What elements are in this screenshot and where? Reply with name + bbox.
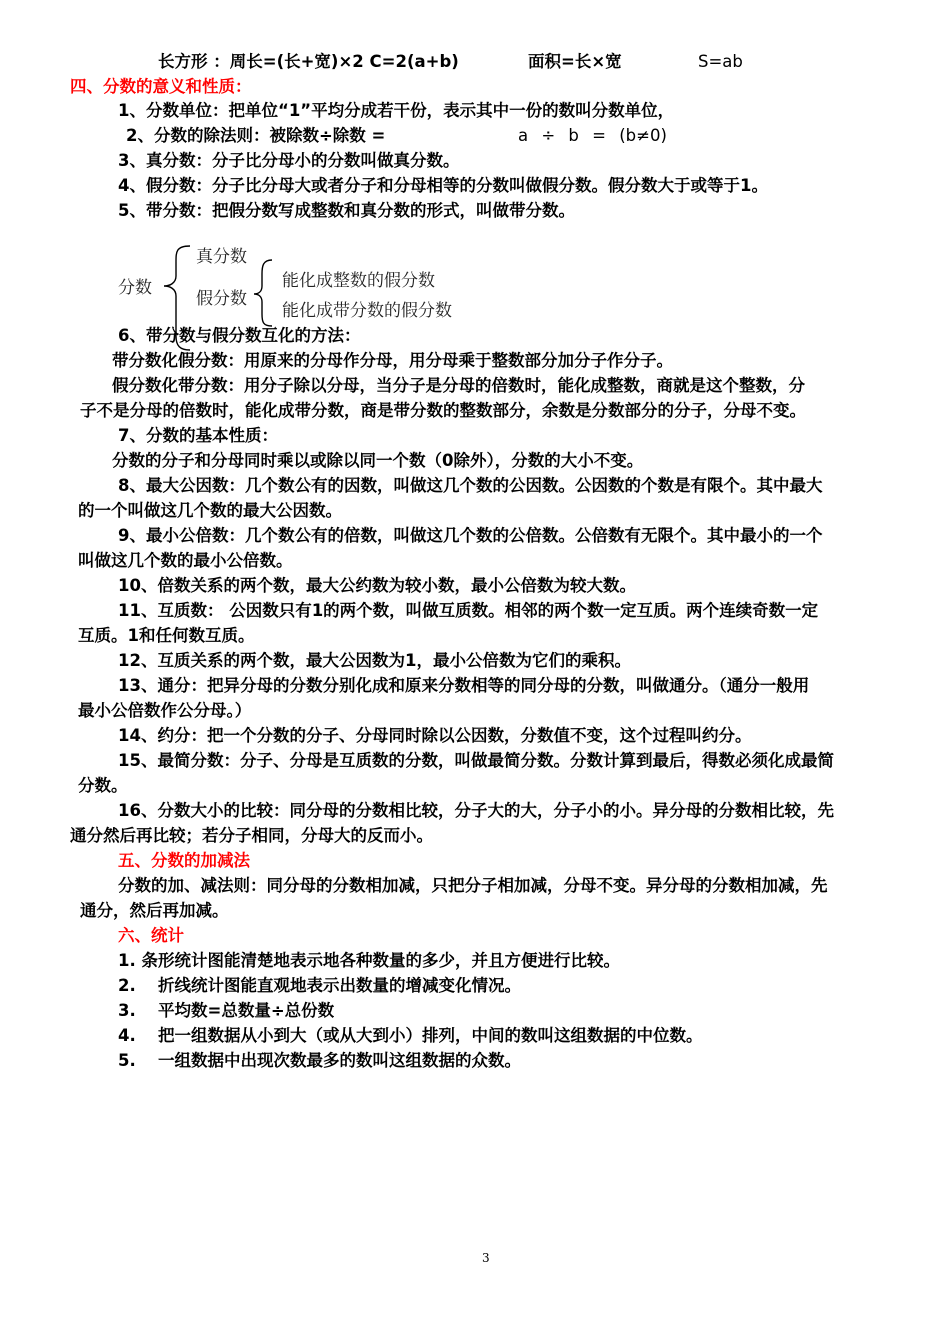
item-3: 3、真分数：分子比分母小的分数叫做真分数。: [118, 151, 460, 170]
item-15-line2: 分数。: [78, 776, 128, 795]
inner-brace: [254, 260, 272, 326]
stat-item-3: [118, 1000, 334, 1022]
stat-item-text: 条形统计图能清楚地表示地各种数量的多少，并且方便进行比较。: [141, 951, 620, 970]
stat-item-num: 1.: [118, 951, 136, 970]
item-6b-line2: 子不是分母的倍数时，能化成带分数，商是带分数的整数部分，余数是分数部分的分子，分母不变。: [80, 401, 806, 420]
item-7a: 分数的分子和分母同时乘以或除以同一个数（0除外），分数的大小不变。: [112, 451, 644, 470]
item-6: 6、带分数与假分数互化的方法：: [118, 326, 361, 345]
rect-area-formula: S=ab: [698, 52, 743, 71]
rect-area: 面积=长×宽: [528, 52, 622, 71]
rect-perimeter: 长方形 ：周长=(长+宽)×2 C=2(a+b): [158, 52, 459, 71]
item-11-line2: 互质。1和任何数互质。: [78, 626, 255, 645]
page-number: 3: [482, 1251, 490, 1265]
item-7: 7、分数的基本性质：: [118, 426, 278, 445]
item-9-line2: 叫做这几个数的最小公倍数。: [78, 551, 293, 570]
stat-item-5: [118, 1050, 521, 1072]
stat-item-num: 3.: [118, 1001, 136, 1020]
item-8-line2: 的一个叫做这几个数的最大公因数。: [78, 501, 342, 520]
section5-text-line1: 分数的加、减法则：同分母的分数相加减，只把分子相加减，分母不变。异分母的分数相加减，先: [118, 876, 828, 895]
stat-item-text: 平均数=总数量÷总份数: [158, 1001, 335, 1020]
item-10: 10、倍数关系的两个数，最大公约数为较小数，最小公倍数为较大数。: [118, 576, 636, 595]
stat-item-num: 2.: [118, 976, 136, 995]
item-2-formula: a ÷ b = (b≠0): [518, 126, 667, 145]
stat-item-num: 5.: [118, 1051, 136, 1070]
stat-item-2: [118, 975, 521, 997]
stat-item-text: 折线统计图能直观地表示出数量的增减变化情况。: [158, 976, 521, 995]
section4-title: 四、分数的意义和性质：: [70, 77, 252, 96]
classification-braces: [0, 0, 950, 360]
item-8-line1: 8、最大公因数：几个数公有的因数，叫做这几个数的公因数。公因数的个数是有限个。其中最大: [118, 476, 823, 495]
item-6a: 带分数化假分数：用原来的分母作分母，用分母乘于整数部分加分子作分子。: [112, 351, 673, 370]
item-4: 4、假分数：分子比分母大或者分子和分母相等的分数叫做假分数。假分数大于或等于1。: [118, 176, 768, 195]
item-1: 1、分数单位：把单位“1”平均分成若干份，表示其中一份的数叫分数单位，: [118, 101, 675, 120]
item-12: 12、互质关系的两个数，最大公因数为1，最小公倍数为它们的乘积。: [118, 651, 631, 670]
item-13-line2: 最小公倍数作公分母。）: [78, 701, 252, 720]
item-9-line1: 9、最小公倍数：几个数公有的倍数，叫做这几个数的公倍数。公倍数有无限个。其中最小的一个: [118, 526, 823, 545]
tree-whole: 能化成整数的假分数: [282, 271, 435, 291]
tree-root: 分数: [118, 278, 152, 298]
section5-title: 五、分数的加减法: [118, 851, 250, 870]
item-5: 5、带分数：把假分数写成整数和真分数的形式，叫做带分数。: [118, 201, 575, 220]
section5-text-line2: 通分，然后再加减。: [80, 901, 229, 920]
item-15-line1: 15、最简分数：分子、分母是互质数的分数，叫做最简分数。分数计算到最后，得数必须化成最简: [118, 751, 834, 770]
tree-improper: 假分数: [196, 289, 247, 309]
tree-proper: 真分数: [196, 247, 247, 267]
stat-item-4: [118, 1025, 703, 1047]
item-16-line1: 16、分数大小的比较：同分母的分数相比较，分子大的大，分子小的小。异分母的分数相比较，先: [118, 801, 834, 820]
stat-item-1: [118, 950, 620, 972]
item-11-line1: 11、互质数： 公因数只有1的两个数，叫做互质数。相邻的两个数一定互质。两个连续奇数一定: [118, 601, 819, 620]
tree-mixed: 能化成带分数的假分数: [282, 301, 452, 321]
stat-item-text: 一组数据中出现次数最多的数叫这组数据的众数。: [158, 1051, 521, 1070]
stat-item-num: 4.: [118, 1026, 136, 1045]
item-13-line1: 13、通分：把异分母的分数分别化成和原来分数相等的同分母的分数，叫做通分。（通分一般用: [118, 676, 810, 695]
stat-item-text: 把一组数据从小到大（或从大到小）排列，中间的数叫这组数据的中位数。: [158, 1026, 703, 1045]
item-2-label: 2、分数的除法则：被除数÷除数 =: [126, 126, 386, 145]
item-14: 14、约分：把一个分数的分子、分母同时除以公因数，分数值不变，这个过程叫约分。: [118, 726, 752, 745]
item-16-line2: 通分然后再比较；若分子相同，分母大的反而小。: [70, 826, 433, 845]
section6-title: 六、统计: [118, 926, 184, 945]
item-6b-line1: 假分数化带分数：用分子除以分母，当分子是分母的倍数时，能化成整数，商就是这个整数，分: [112, 376, 805, 395]
